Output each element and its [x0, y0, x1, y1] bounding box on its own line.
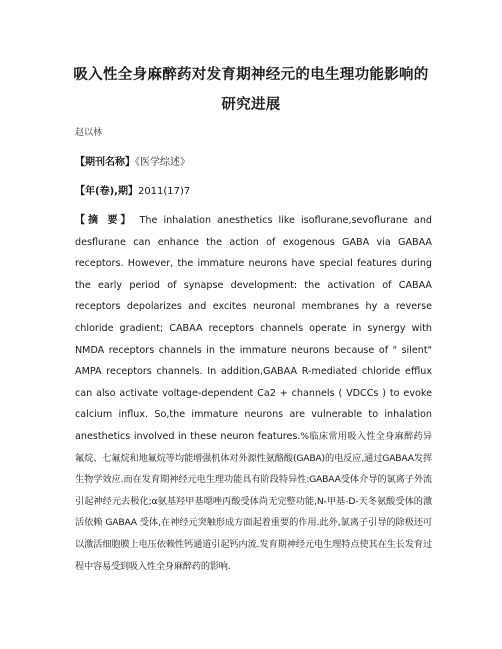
journal-value: 《医学综述》	[135, 157, 190, 168]
author-name: 赵以林	[75, 128, 103, 138]
abstract-chinese: %临床常用吸入性全身麻醉药异氟烷、七氟烷和地氟烷等均能增强机体对外源性氨酪酸(GABA)的电反应,通过GABAA发挥生物学效应.而在发育期神经元电生理功能具有阶段特异性:GABAA受体介导的氯离子外流引起神经元去极化;α氨基羟甲基噁唑丙酸受体尚无完整功能,N-甲基-D-天冬氨酸受体的激活依赖 GABAA 受体,在神经元突触形成方面起着重要的作用.此外,氯离子引导的除极还可以激活细胞膜上电压依赖性钙通道引起钙内流.发育期神经元电生理特点使其在生长发育过程中容易受到吸入性全身麻醉药的影响.	[75, 430, 432, 572]
year-volume-value: 2011(17)7	[137, 186, 191, 197]
year-volume-line	[75, 182, 190, 197]
journal-label: 【期刊名称】	[75, 157, 135, 168]
journal-line	[75, 153, 190, 168]
abstract-english: The inhalation anesthetics like isoflurane,sevoflurane and desflurane can enhance the action of exogenous GABA via GABAA receptors. However, the immature neurons have special features during the early period of synapse development: the activation of CABAA receptors depolarizes and excites neuronal membranes hy a reverse chloride gradient; CABAA receptors channels operate in synergy with NMDA receptors channels in the immature neurons because of " silent" AMPA receptors channels. In addition,GABAA R-mediated chloride efflux can also activate voltage-dependent Ca2 + channels ( VDCCs ) to evoke calcium influx. So,the immature neurons are vulnerable to inhalation anesthetics involved in these neuron features.	[75, 215, 432, 442]
year-volume-label: 【年(卷),期】	[75, 186, 138, 197]
paper-title: 吸入性全身麻醉药对发育期神经元的电生理功能影响的研究进展	[73, 67, 429, 113]
abstract-label: 【摘 要】	[75, 215, 134, 226]
abstract-block	[75, 210, 432, 577]
